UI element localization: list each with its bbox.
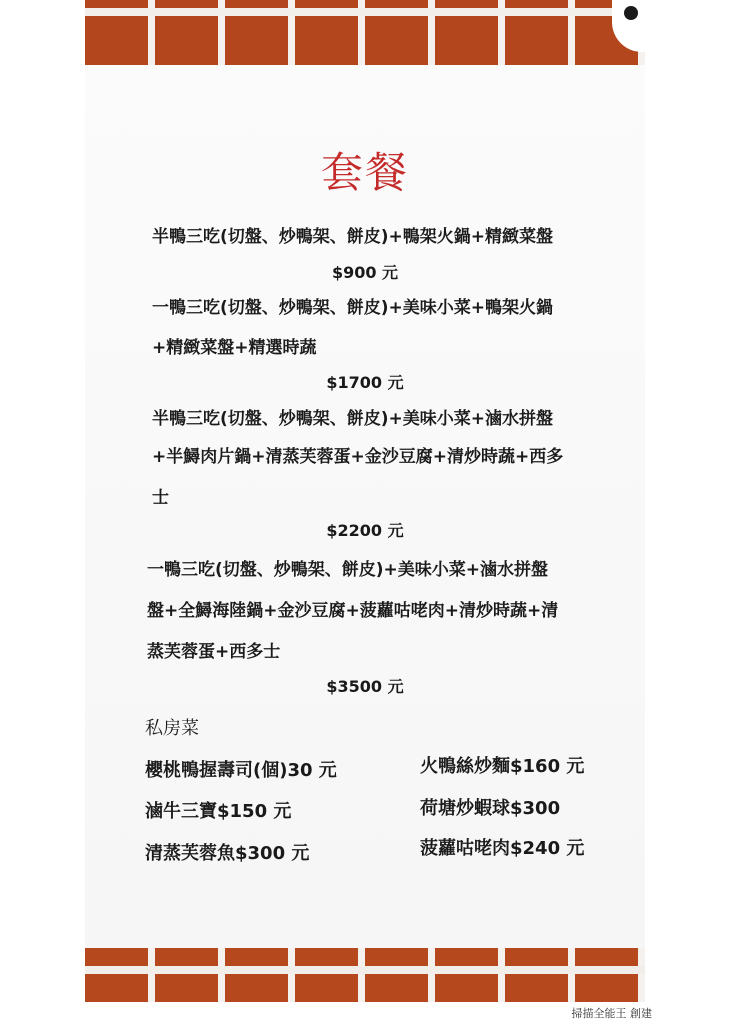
set-3-line-2: +半鱘肉片鍋+清蒸芙蓉蛋+金沙豆腐+清炒時蔬+西多 [152,447,564,467]
set-2-price: $1700 元 [326,373,404,392]
set-4-line-3: 蒸芙蓉蛋+西多士 [147,642,281,662]
set-4-price: $3500 元 [326,677,404,696]
set-4-line-1: 一鴨三吃(切盤、炒鴨架、餅皮)+美味小菜+滷水拼盤 [147,560,549,580]
scanner-watermark: 掃描全能王 創建 [571,1007,652,1020]
set-3-line-3: 士 [152,488,169,508]
tile-strip-bottom [85,948,645,1002]
private-dish-left-3: 清蒸芙蓉魚$300 元 [145,843,310,864]
private-dish-right-2: 荷塘炒蝦球$300 [420,798,561,819]
set-2-line-1: 一鴨三吃(切盤、炒鴨架、餅皮)+美味小菜+鴨架火鍋 [152,298,554,318]
set-4-line-2: 盤+全鱘海陸鍋+金沙豆腐+菠蘿咕咾肉+清炒時蔬+清 [147,601,559,621]
set-1-price: $900 元 [331,263,399,282]
private-dish-left-1: 櫻桃鴨握壽司(個)30 元 [145,760,337,781]
set-3-price: $2200 元 [326,521,404,540]
private-dish-left-2: 滷牛三寶$150 元 [145,801,292,822]
set-1-line-1: 半鴨三吃(切盤、炒鴨架、餅皮)+鴨架火鍋+精緻菜盤 [152,227,554,247]
page-title: 套餐 [320,148,409,197]
tile-strip-top [85,0,645,65]
set-3-line-1: 半鴨三吃(切盤、炒鴨架、餅皮)+美味小菜+滷水拼盤 [152,409,554,429]
set-2-line-2: +精緻菜盤+精選時蔬 [152,338,317,358]
private-dish-right-1: 火鴨絲炒麵$160 元 [420,756,585,777]
private-dish-right-3: 菠蘿咕咾肉$240 元 [420,838,585,859]
private-dishes-heading: 私房菜 [145,718,199,739]
